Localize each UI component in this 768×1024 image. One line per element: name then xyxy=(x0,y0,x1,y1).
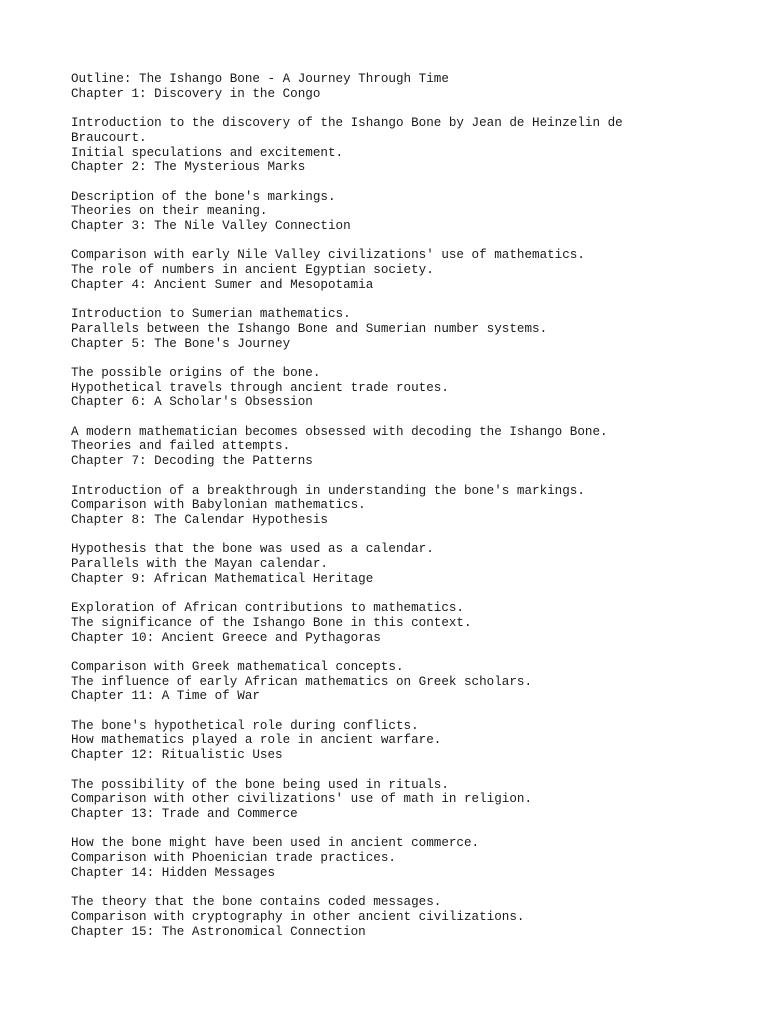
paragraph-gap xyxy=(71,645,691,660)
chapter-point: A modern mathematician becomes obsessed with decoding the Ishango Bone. xyxy=(71,424,608,439)
chapter-point: How the bone might have been used in ancient commerce. xyxy=(71,836,480,851)
chapter-point: Comparison with Greek mathematical concepts. xyxy=(71,659,404,674)
chapter-heading: Chapter 3: The Nile Valley Connection xyxy=(71,219,351,233)
chapter-heading: Chapter 14: Hidden Messages xyxy=(71,865,276,880)
chapter-point: Comparison with other civilizations' use of math in religion. xyxy=(71,792,533,807)
paragraph-gap xyxy=(71,175,691,190)
chapter-point: Comparison with early Nile Valley civilizations' use of mathematics. xyxy=(71,248,585,263)
chapter-point: Introduction of a breakthrough in understanding the bone's markings. xyxy=(71,483,585,498)
paragraph-gap xyxy=(71,469,691,484)
chapter-point: Exploration of African contributions to mathematics. xyxy=(71,601,464,616)
paragraph-gap xyxy=(71,410,691,425)
chapter-heading: Chapter 8: The Calendar Hypothesis xyxy=(71,512,328,527)
chapter-heading: Chapter 13: Trade and Commerce xyxy=(71,806,298,821)
paragraph-gap xyxy=(71,704,691,719)
paragraph-gap xyxy=(71,101,691,116)
chapter-list xyxy=(71,87,691,940)
chapter-point: Comparison with cryptography in other ancient civilizations. xyxy=(71,909,525,924)
chapter-point: The possible origins of the bone. xyxy=(71,365,321,380)
chapter-heading: Chapter 12: Ritualistic Uses xyxy=(71,748,283,763)
chapter-point: Introduction to Sumerian mathematics. xyxy=(71,307,351,322)
chapter-heading: Chapter 4: Ancient Sumer and Mesopotamia xyxy=(71,277,374,292)
paragraph-gap xyxy=(71,763,691,778)
chapter-heading: Chapter 9: African Mathematical Heritage xyxy=(71,571,374,586)
chapter-point: Description of the bone's markings. xyxy=(71,189,336,204)
paragraph-gap xyxy=(71,234,691,249)
chapter-point: The significance of the Ishango Bone in this context. xyxy=(71,615,472,630)
paragraph-gap xyxy=(71,822,691,837)
chapter-point: The possibility of the bone being used in rituals. xyxy=(71,777,449,792)
chapter-point: The role of numbers in ancient Egyptian society. xyxy=(71,263,434,278)
chapter-point: Introduction to the discovery of the Ishango Bone by Jean de Heinzelin de Braucourt. xyxy=(71,116,631,145)
chapter-heading: Chapter 6: A Scholar's Obsession xyxy=(71,395,313,410)
chapter-point: How mathematics played a role in ancient warfare. xyxy=(71,733,442,748)
chapter-point: The influence of early African mathematics on Greek scholars. xyxy=(71,674,533,689)
chapter-heading: Chapter 5: The Bone's Journey xyxy=(71,336,291,351)
chapter-point: Parallels with the Mayan calendar. xyxy=(71,557,328,572)
document-page xyxy=(71,72,691,939)
chapter-heading: Chapter 10: Ancient Greece and Pythagoras xyxy=(71,630,381,645)
chapter-point: Initial speculations and excitement. xyxy=(71,145,344,160)
chapter-point: Comparison with Babylonian mathematics. xyxy=(71,498,366,513)
paragraph-gap xyxy=(71,351,691,366)
paragraph-gap xyxy=(71,528,691,543)
chapter-point: Hypothetical travels through ancient trade routes. xyxy=(71,380,449,395)
paragraph-gap xyxy=(71,880,691,895)
chapter-point: Comparison with Phoenician trade practices. xyxy=(71,851,396,866)
chapter-point: The bone's hypothetical role during conflicts. xyxy=(71,718,419,733)
document-title: Outline: The Ishango Bone - A Journey Through Time xyxy=(71,72,449,86)
chapter-heading: Chapter 15: The Astronomical Connection xyxy=(71,924,366,939)
chapter-point: Hypothesis that the bone was used as a calendar. xyxy=(71,542,434,557)
chapter-heading: Chapter 1: Discovery in the Congo xyxy=(71,86,321,101)
chapter-point: The theory that the bone contains coded messages. xyxy=(71,895,442,910)
chapter-point: Parallels between the Ishango Bone and Sumerian number systems. xyxy=(71,321,548,336)
chapter-point: Theories and failed attempts. xyxy=(71,439,291,454)
chapter-point: Theories on their meaning. xyxy=(71,204,268,219)
paragraph-gap xyxy=(71,586,691,601)
paragraph-gap xyxy=(71,293,691,308)
chapter-heading: Chapter 11: A Time of War xyxy=(71,689,260,704)
chapter-heading: Chapter 2: The Mysterious Marks xyxy=(71,160,306,175)
chapter-heading: Chapter 7: Decoding the Patterns xyxy=(71,454,313,469)
